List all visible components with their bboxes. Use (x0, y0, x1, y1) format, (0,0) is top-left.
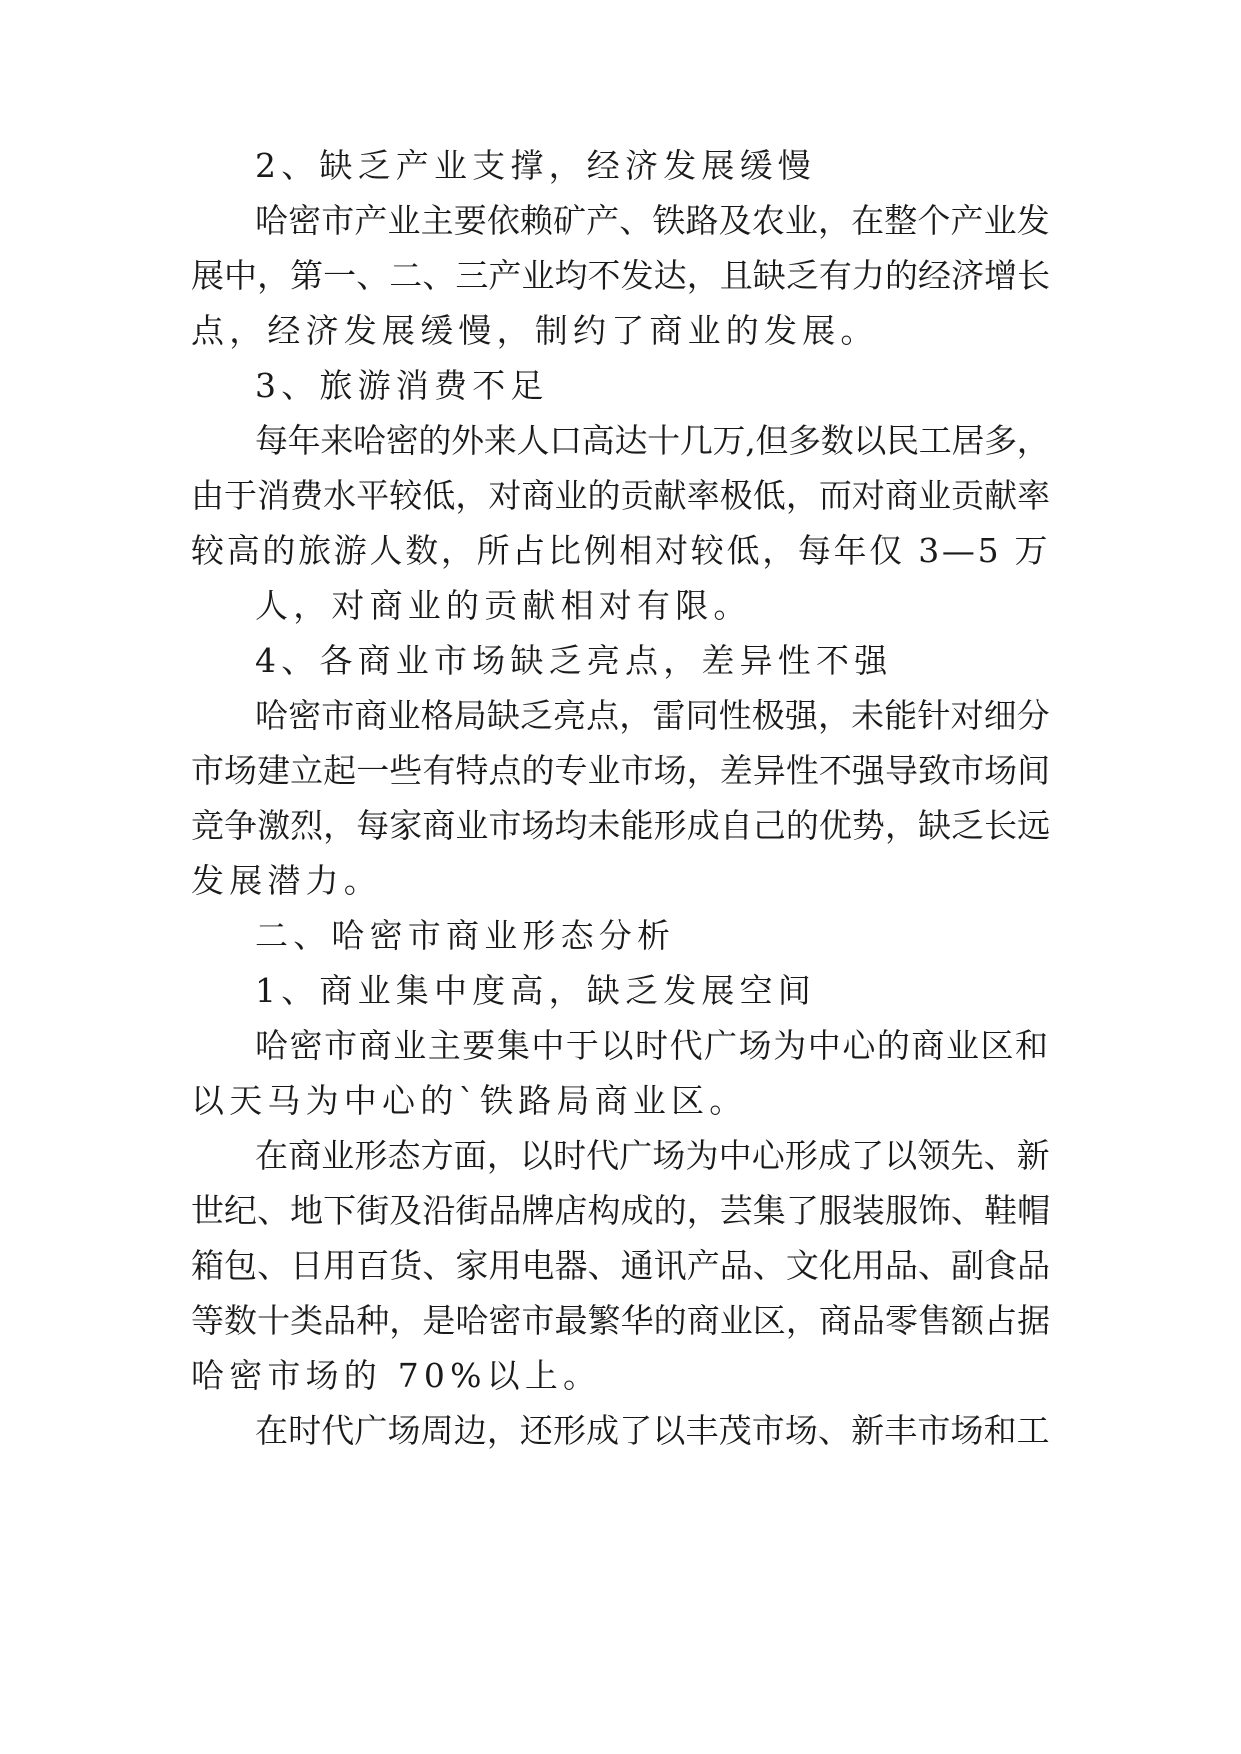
paragraph-tourism-line-3: 较高的旅游人数，所占比例相对较低，每年仅 3—5 万 (191, 531, 1051, 570)
paragraph-industry-line-1: 哈密市产业主要依赖矿产、铁路及农业，在整个产业发 (255, 201, 1050, 240)
heading-tourism-consumption: 3、旅游消费不足 (255, 366, 549, 405)
paragraph-market-line-2: 市场建立起一些有特点的专业市场，差异性不强导致市场间 (191, 751, 1051, 790)
heading-market-highlights: 4、各商业市场缺乏亮点，差异性不强 (255, 641, 893, 680)
paragraph-market-line-1: 哈密市商业格局缺乏亮点，雷同性极强，未能针对细分 (255, 696, 1050, 735)
paragraph-tourism-line-2: 由于消费水平较低，对商业的贡献率极低，而对商业贡献率 (191, 476, 1051, 515)
paragraph-industry-line-2: 展中，第一、二、三产业均不发达，且缺乏有力的经济增长 (191, 256, 1051, 295)
paragraph-surroundings-line-1: 在时代广场周边，还形成了以丰茂市场、新丰市场和工 (255, 1411, 1050, 1450)
paragraph-forms-line-1: 在商业形态方面，以时代广场为中心形成了以领先、新 (255, 1136, 1050, 1175)
paragraph-market-line-4: 发展潜力。 (191, 861, 382, 900)
heading-lack-of-industry: 2、缺乏产业支撑，经济发展缓慢 (255, 146, 816, 185)
paragraph-concentration-line-2: 以天马为中心的`铁路局商业区。 (191, 1081, 748, 1120)
paragraph-forms-line-4: 等数十类品种，是哈密市最繁华的商业区，商品零售额占据 (191, 1301, 1051, 1340)
paragraph-forms-line-5: 哈密市场的 70%以上。 (191, 1356, 602, 1395)
paragraph-market-line-3: 竞争激烈，每家商业市场均未能形成自己的优势，缺乏长远 (191, 806, 1051, 845)
section-heading-commerce-forms: 二、哈密市商业形态分析 (255, 916, 676, 955)
paragraph-industry-line-3: 点，经济发展缓慢，制约了商业的发展。 (191, 311, 879, 350)
paragraph-tourism-line-1: 每年来哈密的外来人口高达十几万,但多数以民工居多， (255, 421, 1050, 460)
paragraph-concentration-line-1: 哈密市商业主要集中于以时代广场为中心的商业区和 (255, 1026, 1050, 1065)
paragraph-forms-line-2: 世纪、地下街及沿街品牌店构成的，芸集了服装服饰、鞋帽 (191, 1191, 1051, 1230)
paragraph-tourism-line-4: 人，对商业的贡献相对有限。 (255, 586, 752, 625)
paragraph-forms-line-3: 箱包、日用百货、家用电器、通讯产品、文化用品、副食品 (191, 1246, 1051, 1285)
heading-concentration: 1、商业集中度高，缺乏发展空间 (255, 971, 816, 1010)
